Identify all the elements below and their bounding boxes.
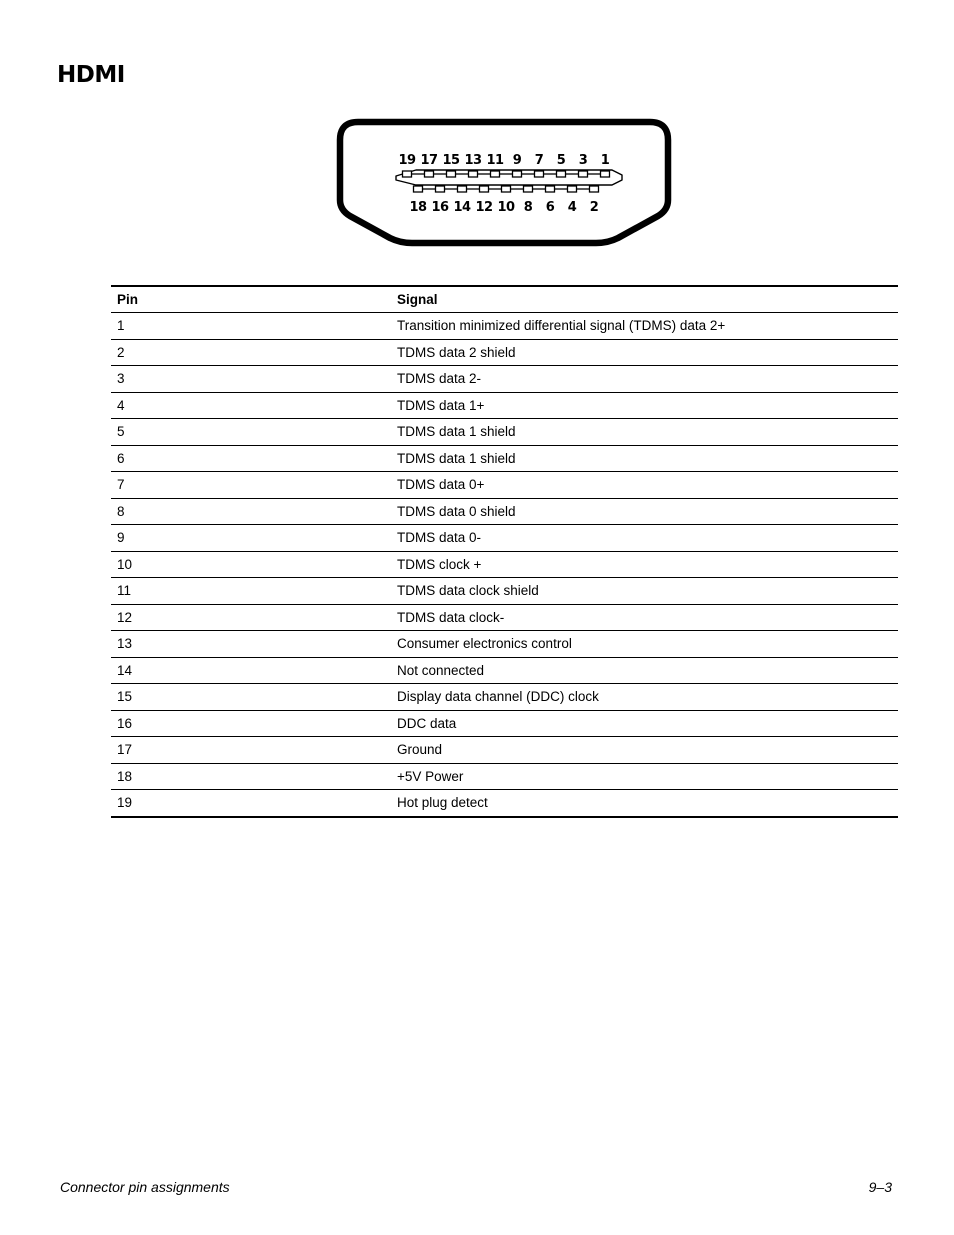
bottom-pin-contact <box>436 186 445 192</box>
signal-cell: TDMS data 1+ <box>391 392 898 419</box>
pin-cell: 11 <box>111 578 391 605</box>
footer-section-title: Connector pin assignments <box>60 1179 230 1195</box>
signal-cell: Hot plug detect <box>391 790 898 817</box>
pin-number-label: 2 <box>589 200 599 215</box>
pin-number-label: 19 <box>398 153 416 168</box>
signal-cell: Consumer electronics control <box>391 631 898 658</box>
signal-cell: TDMS clock + <box>391 551 898 578</box>
pin-number-label: 9 <box>512 153 522 168</box>
signal-cell: TDMS data 1 shield <box>391 419 898 446</box>
top-pin-contact <box>491 171 500 177</box>
pin-cell: 8 <box>111 498 391 525</box>
pin-number-label: 10 <box>497 200 515 215</box>
pin-cell: 16 <box>111 710 391 737</box>
pin-cell: 5 <box>111 419 391 446</box>
table-row <box>111 313 898 340</box>
pin-cell: 14 <box>111 657 391 684</box>
pin-cell: 15 <box>111 684 391 711</box>
table-row <box>111 339 898 366</box>
signal-cell: TDMS data clock shield <box>391 578 898 605</box>
signal-cell: Not connected <box>391 657 898 684</box>
pin-number-label: 13 <box>464 153 482 168</box>
table-row <box>111 737 898 764</box>
pin-number-label: 6 <box>545 200 555 215</box>
bottom-pin-contact <box>546 186 555 192</box>
pin-number-label: 8 <box>523 200 533 215</box>
pin-cell: 4 <box>111 392 391 419</box>
signal-cell: TDMS data clock- <box>391 604 898 631</box>
top-pin-contact <box>425 171 434 177</box>
signal-cell: Ground <box>391 737 898 764</box>
table-row <box>111 525 898 552</box>
table-row <box>111 419 898 446</box>
pin-cell: 6 <box>111 445 391 472</box>
top-pin-contact <box>403 171 412 177</box>
pin-cell: 3 <box>111 366 391 393</box>
pin-number-label: 11 <box>486 153 504 168</box>
bottom-pin-contact <box>502 186 511 192</box>
table-row <box>111 551 898 578</box>
bottom-pin-contact <box>414 186 423 192</box>
pin-cell: 10 <box>111 551 391 578</box>
table-header-row <box>111 286 898 313</box>
signal-cell: TDMS data 0+ <box>391 472 898 499</box>
page-heading: HDMI <box>57 62 125 88</box>
pin-number-label: 14 <box>453 200 471 215</box>
top-pin-contact <box>535 171 544 177</box>
signal-cell: TDMS data 0 shield <box>391 498 898 525</box>
connector-outline <box>340 122 668 243</box>
pin-cell: 2 <box>111 339 391 366</box>
table-row <box>111 392 898 419</box>
bottom-pin-contact <box>590 186 599 192</box>
top-pin-contact <box>469 171 478 177</box>
signal-cell: TDMS data 0- <box>391 525 898 552</box>
pin-number-label: 7 <box>534 153 544 168</box>
pin-number-label: 15 <box>442 153 460 168</box>
bottom-pin-contact <box>458 186 467 192</box>
table-row <box>111 790 898 817</box>
pin-number-label: 1 <box>600 153 610 168</box>
pin-assignment-table <box>111 285 898 818</box>
bottom-pin-contact <box>524 186 533 192</box>
pin-cell: 12 <box>111 604 391 631</box>
table-row <box>111 763 898 790</box>
table-row <box>111 445 898 472</box>
pin-cell: 1 <box>111 313 391 340</box>
table-row <box>111 366 898 393</box>
table-row <box>111 657 898 684</box>
top-pin-contact <box>579 171 588 177</box>
pin-cell: 19 <box>111 790 391 817</box>
pin-number-label: 17 <box>420 153 438 168</box>
table-row <box>111 684 898 711</box>
signal-cell: TDMS data 1 shield <box>391 445 898 472</box>
pin-number-label: 5 <box>556 153 566 168</box>
pin-number-label: 16 <box>431 200 449 215</box>
top-pin-contact <box>447 171 456 177</box>
top-pin-contact <box>601 171 610 177</box>
table-row <box>111 710 898 737</box>
signal-cell: Display data channel (DDC) clock <box>391 684 898 711</box>
pin-number-label: 4 <box>567 200 577 215</box>
pin-cell: 18 <box>111 763 391 790</box>
bottom-pin-contact <box>568 186 577 192</box>
pin-cell: 17 <box>111 737 391 764</box>
signal-cell: Transition minimized differential signal (TDMS) data 2+ <box>391 313 898 340</box>
top-pin-contact <box>513 171 522 177</box>
signal-cell: TDMS data 2 shield <box>391 339 898 366</box>
pin-cell: 7 <box>111 472 391 499</box>
pin-number-label: 12 <box>475 200 493 215</box>
table-row <box>111 578 898 605</box>
pin-cell: 13 <box>111 631 391 658</box>
table-row <box>111 472 898 499</box>
table-row <box>111 498 898 525</box>
pin-column-header: Pin <box>111 286 391 313</box>
signal-column-header: Signal <box>391 286 898 313</box>
bottom-pin-contact <box>480 186 489 192</box>
table-row <box>111 631 898 658</box>
signal-cell: DDC data <box>391 710 898 737</box>
hdmi-connector-diagram <box>336 118 672 250</box>
signal-cell: +5V Power <box>391 763 898 790</box>
table-row <box>111 604 898 631</box>
pin-number-label: 3 <box>578 153 588 168</box>
top-pin-contact <box>557 171 566 177</box>
pin-cell: 9 <box>111 525 391 552</box>
signal-cell: TDMS data 2- <box>391 366 898 393</box>
footer-page-number: 9–3 <box>868 1179 892 1195</box>
pin-number-label: 18 <box>409 200 427 215</box>
